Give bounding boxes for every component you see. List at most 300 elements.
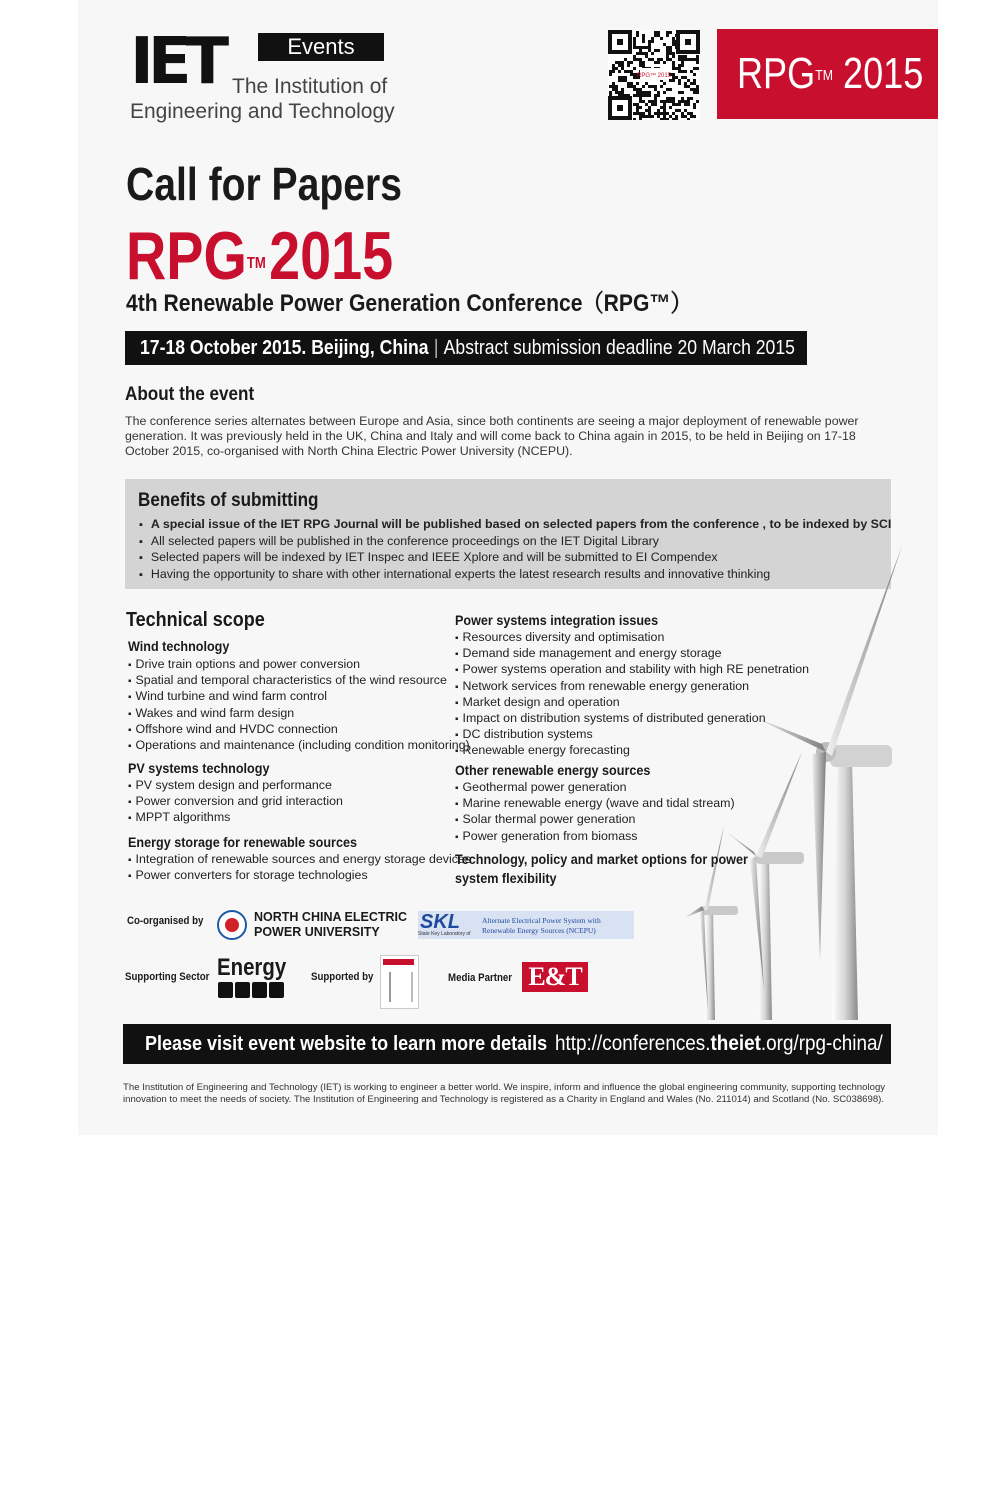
- qr-module: [633, 58, 636, 61]
- qr-module: [621, 61, 624, 64]
- qr-module: [672, 118, 675, 120]
- qr-module: [654, 88, 657, 91]
- qr-module: [654, 100, 657, 103]
- qr-module: [618, 61, 621, 64]
- qr-module: [642, 37, 645, 40]
- qr-module: [663, 91, 666, 94]
- qr-module: [669, 97, 672, 100]
- qr-module: [621, 64, 624, 67]
- list-item: ▪ Power conversion and grid interaction: [128, 794, 343, 810]
- qr-module: [681, 61, 684, 64]
- visit-bar: [123, 1024, 891, 1064]
- qr-module: [648, 106, 651, 109]
- qr-module: [639, 64, 642, 67]
- qr-module: [621, 91, 624, 94]
- qr-module: [696, 55, 699, 58]
- qr-module: [615, 61, 618, 64]
- url-suffix: .org/rpg-china/: [760, 1032, 883, 1055]
- list-item: ▪ Operations and maintenance (including condition monitoring): [128, 738, 470, 754]
- skl-logo: [418, 911, 634, 939]
- list-item: ▪ Network services from renewable energy generation: [455, 679, 809, 695]
- qr-module: [651, 115, 654, 118]
- qr-module: [633, 73, 636, 76]
- qr-module: [660, 118, 663, 120]
- qr-module: [672, 67, 675, 70]
- about-heading: About the event: [125, 384, 255, 405]
- list-item: ▪ Power generation from biomass: [455, 829, 735, 845]
- qr-module: [678, 100, 681, 103]
- qr-module: [669, 58, 672, 61]
- conference-subtitle: 4th Renewable Power Generation Conference（RPG™）: [126, 290, 692, 317]
- qr-module: [633, 103, 636, 106]
- pv-systems-list: [128, 778, 343, 827]
- qr-module: [654, 49, 657, 52]
- qr-module: [690, 82, 693, 85]
- about-text: The conference series alternates between Europe and Asia, since both continents are seeing a major deployment of renewable power generation. It was previously held in the UK, China and Italy and will come back to China again in 2015, to be held in Beijing on 17-18 October 2015, co-organised with North China Electric Power University (NCEPU).: [125, 414, 859, 458]
- rpg-title: [126, 220, 393, 292]
- qr-module: [660, 112, 663, 115]
- qr-module: [684, 76, 687, 79]
- qr-module: [639, 97, 642, 100]
- list-item: ▪ Renewable energy forecasting: [455, 743, 809, 759]
- qr-module: [609, 73, 612, 76]
- list-item: ▪ Marine renewable energy (wave and tidal stream): [455, 796, 735, 812]
- qr-module: [618, 76, 621, 79]
- qr-module: [654, 103, 657, 106]
- list-item: ▪ Wind turbine and wind farm control: [128, 689, 470, 705]
- qr-module: [648, 100, 651, 103]
- qr-module: [672, 73, 675, 76]
- rpg-badge: [717, 29, 938, 119]
- list-item: ▪ MPPT algorithms: [128, 810, 343, 826]
- qr-module: [642, 94, 645, 97]
- qr-module: [645, 115, 648, 118]
- wind-technology-heading: Wind technology: [128, 638, 230, 654]
- list-item: ▪ Market design and operation: [455, 695, 809, 711]
- badge-name: RPG: [737, 49, 816, 98]
- qr-module: [681, 70, 684, 73]
- qr-module: [639, 100, 642, 103]
- qr-module: [636, 106, 639, 109]
- list-item: ▪ DC distribution systems: [455, 727, 809, 743]
- qr-module: [696, 85, 699, 88]
- qr-module: [660, 106, 663, 109]
- qr-module: [612, 67, 615, 70]
- qr-module: [687, 103, 690, 106]
- visit-text: Please visit event website to learn more details: [145, 1033, 548, 1055]
- qr-module: [624, 76, 627, 79]
- qr-module: [639, 46, 642, 49]
- qr-module: [633, 94, 636, 97]
- qr-module: [639, 61, 642, 64]
- qr-module: [663, 100, 666, 103]
- qr-module: [690, 70, 693, 73]
- qr-module: [642, 100, 645, 103]
- qr-module: [615, 85, 618, 88]
- qr-module: [681, 58, 684, 61]
- qr-module: [633, 43, 636, 46]
- media-partner-label: Media Partner: [448, 972, 513, 984]
- list-item: ▪ Integration of renewable sources and energy storage devices: [128, 852, 471, 868]
- rpg-journal-cover: [380, 955, 419, 1009]
- events-label: Events: [258, 33, 384, 61]
- qr-module: [609, 91, 612, 94]
- qr-module: [624, 70, 627, 73]
- qr-module: [615, 91, 618, 94]
- qr-module: [633, 55, 636, 58]
- qr-module: [654, 85, 657, 88]
- qr-module: [681, 97, 684, 100]
- ncepu-name-line-2: POWER UNIVERSITY: [254, 925, 380, 939]
- qr-module: [639, 106, 642, 109]
- qr-module: [678, 91, 681, 94]
- qr-module: [666, 34, 669, 37]
- policy-heading-line-2: system flexibility: [455, 870, 557, 886]
- qr-module: [645, 103, 648, 106]
- qr-module: [657, 49, 660, 52]
- qr-module: [693, 82, 696, 85]
- qr-module: [681, 112, 684, 115]
- qr-module: [684, 103, 687, 106]
- qr-module: [666, 52, 669, 55]
- qr-module: [666, 55, 669, 58]
- qr-module: [666, 118, 669, 120]
- rpg-title-year: 2015: [269, 218, 394, 294]
- rpg-title-name: RPG: [126, 218, 247, 294]
- qr-module: [666, 97, 669, 100]
- qr-module: [693, 88, 696, 91]
- list-item: ▪ Spatial and temporal characteristics of the wind resource: [128, 673, 470, 689]
- list-item: ▪ Demand side management and energy storage: [455, 646, 809, 662]
- qr-module: [636, 91, 639, 94]
- list-item: ▪ Geothermal power generation: [455, 780, 735, 796]
- list-item: ▪ Solar thermal power generation: [455, 812, 735, 828]
- qr-module: [654, 34, 657, 37]
- list-item: ▪ Wakes and wind farm design: [128, 706, 470, 722]
- qr-module: [609, 70, 612, 73]
- qr-module: [672, 40, 675, 43]
- qr-module: [630, 82, 633, 85]
- qr-module: [675, 109, 678, 112]
- qr-module: [696, 100, 699, 103]
- qr-module: [663, 115, 666, 118]
- qr-module: [630, 70, 633, 73]
- other-renewable-heading: Other renewable energy sources: [455, 762, 651, 778]
- qr-module: [639, 118, 642, 120]
- qr-module: [675, 118, 678, 120]
- qr-module: [651, 52, 654, 55]
- qr-module: [624, 58, 627, 61]
- list-item: ▪ Impact on distribution systems of distributed generation: [455, 711, 809, 727]
- supporting-sector-label: Supporting Sector: [125, 971, 210, 983]
- qr-module: [648, 49, 651, 52]
- qr-module: [639, 115, 642, 118]
- qr-module: [612, 85, 615, 88]
- qr-module: [672, 100, 675, 103]
- qr-module: [654, 112, 657, 115]
- ncepu-name: [254, 910, 407, 940]
- qr-module: [648, 40, 651, 43]
- qr-module: [681, 55, 684, 58]
- qr-module: [693, 58, 696, 61]
- qr-module: [651, 58, 654, 61]
- qr-code[interactable]: [608, 30, 700, 120]
- qr-module: [660, 100, 663, 103]
- qr-module: [630, 73, 633, 76]
- qr-module: [639, 52, 642, 55]
- qr-module: [645, 91, 648, 94]
- energy-sector-label: Energy: [217, 954, 287, 981]
- qr-module: [687, 79, 690, 82]
- qr-module: [684, 55, 687, 58]
- footer-text: The Institution of Engineering and Technology (IET) is working to engineer a better world. We inspire, inform and influence the global engineering community, supporting technology innovation to meet the needs of society. The Institution of Engineering and Technology is registered as a Charity in England and Wales (No. 211014) and Scotland (No. SC038698).: [123, 1082, 886, 1105]
- qr-module: [618, 91, 621, 94]
- qr-module: [693, 79, 696, 82]
- technical-scope-heading: Technical scope: [126, 609, 265, 631]
- qr-module: [669, 88, 672, 91]
- qr-module: [684, 100, 687, 103]
- qr-module: [633, 76, 636, 79]
- skl-name-line-1: Alternate Electrical Power System with: [482, 916, 601, 925]
- qr-module: [678, 67, 681, 70]
- qr-module: [636, 109, 639, 112]
- qr-module: [612, 64, 615, 67]
- qr-module: [648, 112, 651, 115]
- qr-module: [636, 94, 639, 97]
- qr-module: [633, 37, 636, 40]
- qr-module: [615, 88, 618, 91]
- qr-module: [678, 64, 681, 67]
- qr-module: [657, 31, 660, 34]
- ncepu-logo: [217, 910, 247, 940]
- qr-module: [651, 100, 654, 103]
- qr-module: [636, 46, 639, 49]
- qr-module: [666, 49, 669, 52]
- qr-module: [639, 94, 642, 97]
- qr-module: [648, 58, 651, 61]
- qr-module: [627, 85, 630, 88]
- qr-module: [657, 115, 660, 118]
- badge-year: 2015: [842, 49, 924, 98]
- qr-module: [678, 103, 681, 106]
- qr-module: [660, 37, 663, 40]
- qr-module: [642, 115, 645, 118]
- energy-icons: [218, 982, 284, 998]
- qr-module: [636, 103, 639, 106]
- call-for-papers-heading: Call for Papers: [126, 158, 402, 210]
- qr-module: [612, 82, 615, 85]
- qr-module: [663, 43, 666, 46]
- list-item: ▪ Resources diversity and optimisation: [455, 630, 809, 646]
- qr-module: [639, 58, 642, 61]
- qr-module: [672, 55, 675, 58]
- date-bar: [125, 331, 807, 365]
- list-item: ▪ Drive train options and power conversion: [128, 657, 470, 673]
- wind-technology-list: [128, 657, 470, 754]
- date-separator: |: [433, 337, 439, 359]
- benefit-item: ▪ A special issue of the IET RPG Journal will be published based on selected papers from the conference , to be indexed by SCI: [139, 517, 899, 534]
- list-item: ▪ PV system design and performance: [128, 778, 343, 794]
- qr-module: [693, 115, 696, 118]
- qr-module: [690, 112, 693, 115]
- qr-module: [654, 61, 657, 64]
- qr-module: [672, 76, 675, 79]
- qr-module: [645, 52, 648, 55]
- qr-module: [651, 37, 654, 40]
- institution-line-1: The Institution of: [232, 75, 388, 98]
- rpg-title-tm: TM: [246, 255, 266, 272]
- qr-module: [669, 31, 672, 34]
- qr-module: [693, 73, 696, 76]
- qr-module: [657, 94, 660, 97]
- qr-module: [624, 79, 627, 82]
- benefit-item: ▪ Selected papers will be indexed by IET Inspec and IEEE Xplore and will be submitted to EI Compendex: [139, 550, 899, 567]
- qr-module: [666, 88, 669, 91]
- qr-module: [636, 31, 639, 34]
- institution-line-2: Engineering and Technology: [130, 100, 395, 123]
- skl-letters: SKL: [420, 911, 460, 933]
- qr-module: [645, 82, 648, 85]
- factory-icon: [252, 982, 267, 998]
- qr-module: [642, 112, 645, 115]
- qr-module: [621, 76, 624, 79]
- qr-module: [666, 31, 669, 34]
- submission-deadline: Abstract submission deadline 20 March 2015: [443, 337, 795, 359]
- qr-module: [663, 118, 666, 120]
- power-systems-integration-list: [455, 630, 809, 760]
- qr-module: [645, 55, 648, 58]
- energy-storage-list: [128, 852, 471, 884]
- qr-module: [693, 103, 696, 106]
- qr-module: [657, 34, 660, 37]
- qr-module: [669, 79, 672, 82]
- qr-module: [645, 109, 648, 112]
- ncepu-name-line-1: NORTH CHINA ELECTRIC: [254, 910, 408, 924]
- qr-module: [648, 109, 651, 112]
- qr-module: [696, 61, 699, 64]
- qr-module: [612, 70, 615, 73]
- qr-module: [696, 88, 699, 91]
- qr-module: [687, 100, 690, 103]
- qr-module: [678, 55, 681, 58]
- co-organised-label: Co-organised by: [127, 915, 204, 927]
- list-item: ▪ Power systems operation and stability with high RE penetration: [455, 662, 809, 678]
- qr-module: [639, 88, 642, 91]
- qr-module: [648, 115, 651, 118]
- badge-tm: TM: [815, 67, 833, 84]
- qr-module: [696, 58, 699, 61]
- energy-storage-heading: Energy storage for renewable sources: [128, 834, 357, 850]
- qr-module: [633, 112, 636, 115]
- qr-module: [654, 94, 657, 97]
- qr-module: [621, 88, 624, 91]
- qr-module: [633, 46, 636, 49]
- qr-module: [615, 67, 618, 70]
- qr-module: [630, 61, 633, 64]
- qr-module: [663, 109, 666, 112]
- qr-module: [675, 76, 678, 79]
- qr-module: [681, 76, 684, 79]
- qr-module: [657, 58, 660, 61]
- qr-module: [696, 67, 699, 70]
- qr-module: [693, 67, 696, 70]
- qr-module: [684, 70, 687, 73]
- list-item: ▪ Power converters for storage technologies: [128, 868, 471, 884]
- skl-name-line-2: Renewable Energy Sources (NCEPU): [482, 926, 596, 935]
- qr-module: [672, 97, 675, 100]
- qr-module: [636, 34, 639, 37]
- qr-module: [690, 115, 693, 118]
- qr-module: [672, 37, 675, 40]
- iet-logo: IET: [130, 25, 224, 99]
- qr-module: [648, 43, 651, 46]
- qr-module: [636, 88, 639, 91]
- qr-module: [675, 103, 678, 106]
- qr-module: [633, 67, 636, 70]
- qr-module: [669, 115, 672, 118]
- qr-module: [633, 88, 636, 91]
- list-item: ▪ Offshore wind and HVDC connection: [128, 722, 470, 738]
- qr-module: [687, 118, 690, 120]
- qr-module: [642, 85, 645, 88]
- qr-module: [657, 112, 660, 115]
- qr-module: [666, 100, 669, 103]
- qr-module: [654, 31, 657, 34]
- turbine-icon: [218, 982, 233, 998]
- qr-module: [672, 52, 675, 55]
- qr-module: [669, 100, 672, 103]
- event-dates: 17-18 October 2015. Beijing, China: [140, 337, 429, 359]
- qr-module: [630, 85, 633, 88]
- qr-module: [693, 106, 696, 109]
- benefits-heading: Benefits of submitting: [138, 490, 319, 511]
- qr-module: [675, 115, 678, 118]
- url-bold: theiet: [710, 1032, 761, 1055]
- qr-module: [687, 85, 690, 88]
- qr-module: [678, 82, 681, 85]
- qr-module: [618, 70, 621, 73]
- qr-module: [663, 82, 666, 85]
- qr-module: [684, 115, 687, 118]
- qr-module: [636, 58, 639, 61]
- qr-module: [684, 82, 687, 85]
- benefit-item: ▪ All selected papers will be published in the conference proceedings on the IET Digital Library: [139, 534, 899, 551]
- skl-name: [482, 916, 601, 936]
- qr-module: [627, 82, 630, 85]
- qr-module: [657, 109, 660, 112]
- qr-module: [648, 94, 651, 97]
- qr-module: [678, 79, 681, 82]
- qr-module: [663, 103, 666, 106]
- qr-module: [639, 112, 642, 115]
- qr-module: [636, 82, 639, 85]
- qr-module: [690, 97, 693, 100]
- qr-module: [678, 109, 681, 112]
- qr-module: [633, 118, 636, 120]
- qr-module: [642, 46, 645, 49]
- qr-module: [651, 85, 654, 88]
- other-renewable-list: [455, 780, 735, 845]
- qr-module: [666, 112, 669, 115]
- qr-module: [672, 112, 675, 115]
- qr-module: [627, 64, 630, 67]
- event-website-link[interactable]: [555, 1032, 883, 1056]
- qr-module: [636, 52, 639, 55]
- benefit-item: ▪ Having the opportunity to share with other international experts the latest research results and innovative thinking: [139, 567, 899, 584]
- qr-module: [681, 91, 684, 94]
- qr-module: [669, 46, 672, 49]
- skl-caption: State Key Laboratory of: [418, 931, 471, 937]
